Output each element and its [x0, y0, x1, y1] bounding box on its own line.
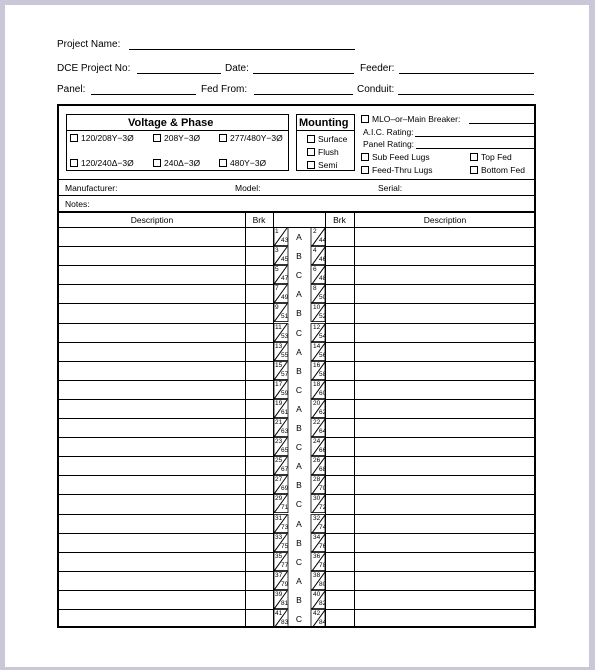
aic-rating-label: A.I.C. Rating: [363, 127, 414, 137]
circuit-number: 47 [281, 275, 289, 283]
circuit-number: 52 [319, 313, 327, 321]
top-fed-option[interactable]: Top Fed [470, 152, 512, 162]
circuit-number: 16 [313, 361, 321, 369]
circuit-row[interactable] [59, 609, 534, 628]
brk-right-header: Brk [333, 215, 346, 225]
voltage-phase-title: Voltage & Phase [128, 117, 214, 129]
circuit-row[interactable] [59, 284, 534, 303]
circuit-number: 5 [275, 266, 279, 274]
circuit-number: 44 [319, 237, 327, 244]
feeder-field[interactable] [399, 73, 534, 74]
phase-label: A [296, 346, 302, 357]
circuit-number: 37 [275, 571, 283, 579]
circuit-number: 39 [275, 590, 283, 598]
circuit-number: 10 [313, 304, 321, 312]
circuit-number: 11 [275, 323, 282, 331]
phase-label: C [295, 270, 303, 281]
divider [59, 195, 534, 196]
circuit-number: 13 [275, 342, 283, 350]
phase-label: A [296, 403, 302, 414]
circuit-number: 41 [275, 610, 283, 617]
circuit-number: 83 [281, 619, 289, 626]
circuit-number: 57 [281, 370, 289, 378]
serial-label: Serial: [378, 183, 403, 193]
circuit-number: 81 [281, 599, 289, 607]
circuit-number: 67 [281, 466, 289, 474]
circuit-number: 72 [319, 504, 327, 512]
circuit-number: 40 [313, 590, 321, 598]
circuit-row[interactable] [59, 456, 534, 475]
date-field[interactable] [253, 73, 354, 74]
circuit-number: 1 [275, 228, 279, 235]
checkbox-icon[interactable] [219, 159, 227, 167]
circuit-row[interactable] [59, 265, 534, 284]
checkbox-icon[interactable] [361, 166, 369, 174]
checkbox-icon[interactable] [470, 166, 478, 174]
circuit-number: 71 [281, 504, 289, 512]
circuit-number: 63 [281, 428, 289, 435]
circuit-number: 8 [313, 285, 317, 293]
circuit-number: 26 [313, 457, 321, 465]
voltage-option-3[interactable]: 277/480Y−3Ø [219, 133, 283, 143]
circuit-number: 18 [313, 380, 321, 388]
circuit-number: 69 [281, 485, 289, 493]
circuit-number: 4 [313, 247, 317, 255]
circuit-number: 42 [313, 610, 321, 617]
checkbox-icon[interactable] [307, 148, 315, 156]
circuit-number: 53 [281, 332, 289, 340]
circuit-number: 14 [313, 342, 321, 350]
circuit-number: 35 [275, 552, 283, 560]
circuit-row[interactable] [59, 437, 534, 456]
circuit-number: 68 [319, 466, 327, 474]
mlo-main-breaker-option[interactable]: MLO–or–Main Breaker: [361, 114, 460, 124]
fed-from-field[interactable] [254, 94, 353, 95]
circuit-row[interactable] [59, 399, 534, 418]
circuit-number: 82 [319, 599, 327, 607]
phase-label: A [296, 575, 302, 586]
circuit-number: 12 [313, 323, 321, 331]
circuit-number: 54 [319, 332, 327, 340]
circuit-number: 29 [275, 495, 283, 503]
circuit-number: 6 [313, 266, 317, 274]
bottom-fed-option[interactable]: Bottom Fed [470, 165, 525, 175]
circuit-number: 50 [319, 294, 327, 302]
circuit-row[interactable] [59, 475, 534, 494]
circuit-number: 19 [275, 399, 283, 407]
circuit-row[interactable] [59, 246, 534, 265]
mounting-option-flush[interactable]: Flush [307, 147, 339, 157]
circuit-number: 66 [319, 447, 327, 455]
circuit-number: 74 [319, 523, 327, 531]
phase-label: A [296, 518, 302, 529]
voltage-option-4[interactable]: 120/240Δ−3Ø [70, 158, 134, 168]
fed-from-label: Fed From: [201, 84, 248, 95]
dce-project-no-label: DCE Project No: [57, 63, 131, 74]
circuit-number: 43 [281, 237, 289, 244]
checkbox-icon[interactable] [70, 134, 78, 142]
circuit-row[interactable] [59, 418, 534, 437]
circuit-number: 34 [313, 533, 321, 541]
circuit-number: 9 [275, 304, 279, 312]
phase-label: B [296, 251, 302, 262]
circuit-row[interactable] [59, 590, 534, 609]
circuit-number: 76 [319, 542, 327, 550]
phase-label: C [295, 442, 303, 453]
circuit-number: 22 [313, 419, 321, 426]
checkbox-icon[interactable] [70, 159, 78, 167]
circuit-number: 32 [313, 514, 321, 522]
panel-field[interactable] [91, 94, 196, 95]
conduit-label: Conduit: [357, 84, 395, 95]
circuit-number: 15 [275, 361, 283, 369]
circuit-number: 49 [281, 294, 289, 302]
phase-label: C [295, 614, 303, 624]
circuit-number: 3 [275, 247, 279, 255]
brk-left-header: Brk [252, 215, 266, 225]
circuit-number: 48 [319, 275, 327, 283]
circuit-row[interactable] [59, 533, 534, 552]
project-name-field[interactable] [129, 49, 355, 50]
circuit-number: 2 [313, 228, 317, 235]
checkbox-icon[interactable] [361, 153, 369, 161]
circuit-row[interactable] [59, 571, 534, 590]
phase-label: A [296, 461, 302, 472]
circuit-number: 80 [319, 580, 327, 588]
circuit-row[interactable] [59, 342, 534, 361]
dce-project-no-field[interactable] [137, 73, 221, 74]
circuit-number: 78 [319, 561, 327, 569]
phase-label: C [295, 499, 303, 510]
circuit-number: 33 [275, 533, 283, 541]
sub-feed-lugs-option[interactable]: Sub Feed Lugs [361, 152, 430, 162]
circuit-number: 24 [313, 438, 321, 446]
circuit-number: 46 [319, 256, 327, 264]
circuit-row[interactable] [59, 514, 534, 533]
phase-label: B [296, 308, 302, 319]
checkbox-icon[interactable] [361, 115, 369, 123]
circuit-number: 30 [313, 495, 321, 503]
voltage-option-6[interactable]: 480Y−3Ø [219, 158, 266, 168]
circuit-row[interactable] [59, 361, 534, 380]
circuit-number: 70 [319, 485, 327, 493]
voltage-option-2[interactable]: 208Y−3Ø [153, 133, 200, 143]
circuit-number: 60 [319, 389, 327, 397]
mounting-option-surface[interactable]: Surface [307, 134, 347, 144]
description-right-header: Description [423, 215, 467, 225]
phase-label: C [295, 556, 303, 567]
checkbox-icon[interactable] [219, 134, 227, 142]
panel-rating-label: Panel Rating: [363, 139, 415, 149]
aic-rating-field[interactable] [415, 136, 535, 137]
phase-label: B [296, 480, 302, 491]
circuit-number: 51 [281, 313, 289, 321]
circuit-number: 75 [281, 542, 289, 550]
conduit-field[interactable] [398, 94, 534, 95]
circuit-number: 28 [313, 476, 321, 484]
phase-label: B [296, 423, 302, 433]
circuit-number: 79 [281, 580, 289, 588]
description-left-header: Description [130, 215, 174, 225]
circuit-number: 56 [319, 351, 327, 359]
divider [59, 179, 534, 180]
circuit-number: 17 [275, 380, 283, 388]
project-name-label: Project Name: [57, 39, 121, 50]
circuit-number: 61 [281, 408, 289, 416]
circuit-number: 7 [275, 285, 279, 293]
circuit-row[interactable] [59, 552, 534, 571]
circuit-number: 77 [281, 561, 289, 569]
phase-label: A [296, 289, 302, 300]
circuit-number: 62 [319, 408, 327, 416]
circuit-number: 84 [319, 619, 327, 626]
model-label: Model: [235, 183, 261, 193]
circuit-number: 73 [281, 523, 289, 531]
circuit-number: 64 [319, 428, 327, 435]
circuit-number: 23 [275, 438, 283, 446]
divider [59, 211, 534, 213]
panel-label: Panel: [57, 84, 86, 95]
circuit-number: 27 [275, 476, 283, 484]
mounting-title: Mounting [299, 117, 349, 129]
circuit-number: 21 [275, 419, 283, 426]
date-label: Date: [225, 63, 249, 74]
phase-label: C [295, 327, 303, 338]
feed-thru-lugs-option[interactable]: Feed-Thru Lugs [361, 165, 432, 175]
circuit-row[interactable] [59, 303, 534, 322]
circuit-number: 55 [281, 351, 289, 359]
circuit-number: 45 [281, 256, 289, 264]
manufacturer-label: Manufacturer: [65, 183, 118, 193]
phase-label: B [296, 594, 302, 605]
mounting-option-semi[interactable]: Semi [307, 160, 337, 170]
voltage-option-1[interactable]: 120/208Y−3Ø [70, 133, 134, 143]
circuit-row[interactable] [59, 227, 534, 246]
schedule-frame [57, 104, 536, 628]
circuit-number: 20 [313, 399, 321, 407]
mlo-field[interactable] [469, 123, 535, 124]
checkbox-icon[interactable] [307, 135, 315, 143]
circuit-number: 58 [319, 370, 327, 378]
circuit-number: 31 [275, 514, 283, 522]
circuit-row[interactable] [59, 323, 534, 342]
panel-rating-field[interactable] [416, 148, 535, 149]
circuit-number: 59 [281, 389, 289, 397]
phase-label: B [296, 365, 302, 376]
feeder-label: Feeder: [360, 63, 395, 74]
circuit-number: 36 [313, 552, 321, 560]
circuit-row[interactable] [59, 380, 534, 399]
notes-label: Notes: [65, 199, 90, 209]
checkbox-icon[interactable] [153, 134, 161, 142]
circuit-number: 38 [313, 571, 321, 579]
checkbox-icon[interactable] [153, 159, 161, 167]
voltage-option-5[interactable]: 240Δ−3Ø [153, 158, 200, 168]
phase-label: C [295, 384, 303, 395]
circuit-row[interactable] [59, 494, 534, 513]
checkbox-icon[interactable] [470, 153, 478, 161]
phase-label: B [296, 537, 302, 548]
circuit-number: 65 [281, 447, 289, 455]
phase-label: A [296, 232, 302, 242]
circuit-number: 25 [275, 457, 283, 465]
checkbox-icon[interactable] [307, 161, 315, 169]
